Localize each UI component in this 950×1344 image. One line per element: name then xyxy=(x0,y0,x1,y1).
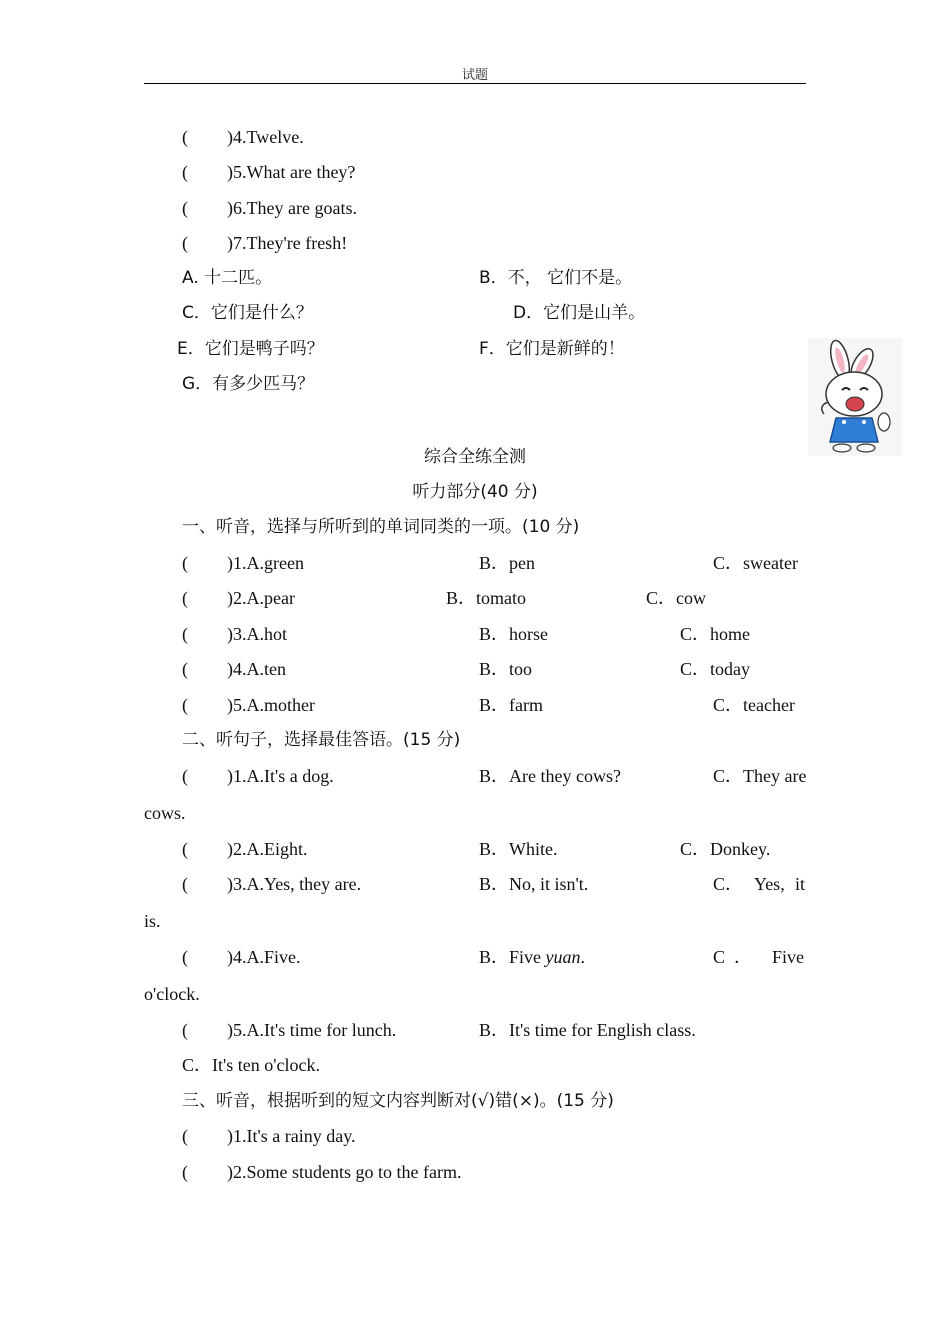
answer-blank[interactable]: ( xyxy=(182,162,188,182)
option-c-text: Yes, xyxy=(754,874,785,894)
option-b-text: B．No, it isn't. xyxy=(479,874,589,894)
answer-blank[interactable]: ( xyxy=(182,1162,188,1182)
answer-blank[interactable]: ( xyxy=(182,553,188,573)
option-b-text: B．It's time for English class. xyxy=(479,1020,696,1040)
answer-blank[interactable]: ( xyxy=(182,233,188,253)
option-c-text: C．sweater xyxy=(713,553,798,573)
option-a-text: )2.A.pear xyxy=(227,588,295,608)
rabbit-mascot-icon xyxy=(808,338,902,456)
option-c-text: C．Donkey. xyxy=(680,839,771,859)
option-d: D．它们是山羊。 xyxy=(513,303,646,323)
option-e: E．它们是鸭子吗？ xyxy=(177,339,324,359)
option-b: B．不， 它们不是。 xyxy=(479,268,633,288)
option-c-wrap: is. xyxy=(144,911,161,931)
option-f: F．它们是新鲜的！ xyxy=(479,339,625,359)
option-b-text: B．Are they cows? xyxy=(479,766,621,786)
option-a-text: )5.A.It's time for lunch. xyxy=(227,1020,397,1040)
answer-blank[interactable]: ( xyxy=(182,947,188,967)
answer-blank[interactable]: ( xyxy=(182,198,188,218)
option-a-text: )3.A.Yes, they are. xyxy=(227,874,362,894)
answer-blank[interactable]: ( xyxy=(182,1126,188,1146)
option-c-text: C．today xyxy=(680,659,750,679)
option-a-text: )1.A.green xyxy=(227,553,304,573)
question-text: )5.What are they? xyxy=(227,162,356,182)
question-text: )6.They are goats. xyxy=(227,198,357,218)
option-a: A. 十二匹。 xyxy=(182,268,273,288)
option-c-dot: ． xyxy=(734,947,752,967)
section2-title: 二、听句子，选择最佳答语。(15 分) xyxy=(182,730,461,750)
listening-section-title: 听力部分(40 分) xyxy=(412,482,538,502)
option-a-text: )1.A.It's a dog. xyxy=(227,766,334,786)
option-b-text: B．Five yuan. xyxy=(479,947,586,967)
answer-blank[interactable]: ( xyxy=(182,874,188,894)
option-b-text: B．too xyxy=(479,659,533,679)
option-c-text: C．home xyxy=(680,624,750,644)
option-c: C．它们是什么？ xyxy=(182,303,313,323)
statement-text: )2.Some students go to the farm. xyxy=(227,1162,462,1182)
test-title: 综合全练全测 xyxy=(424,447,526,467)
option-c-text-end: it xyxy=(795,874,806,894)
answer-blank[interactable]: ( xyxy=(182,588,188,608)
option-b-text: B．pen xyxy=(479,553,535,573)
option-a-text: )4.A.Five. xyxy=(227,947,301,967)
option-c-wrap: o'clock. xyxy=(144,984,200,1004)
option-c-text: C．cow xyxy=(646,588,706,608)
section1-title: 一、听音，选择与所听到的单词同类的一项。(10 分) xyxy=(182,517,580,537)
answer-blank[interactable]: ( xyxy=(182,1020,188,1040)
answer-blank[interactable]: ( xyxy=(182,624,188,644)
option-c-text: C．They are xyxy=(713,766,807,786)
option-c-text: C．It's ten o'clock. xyxy=(182,1055,320,1075)
option-c-label: C． xyxy=(713,874,744,894)
option-c-text: C．teacher xyxy=(713,695,795,715)
option-b-text: B．White. xyxy=(479,839,558,859)
option-b-text: B．farm xyxy=(479,695,543,715)
answer-blank[interactable]: ( xyxy=(182,695,188,715)
answer-blank[interactable]: ( xyxy=(182,127,188,147)
answer-blank[interactable]: ( xyxy=(182,659,188,679)
option-a-text: )5.A.mother xyxy=(227,695,315,715)
statement-text: )1.It's a rainy day. xyxy=(227,1126,356,1146)
page-header-title: 试题 xyxy=(461,67,488,82)
question-text: )4.Twelve. xyxy=(227,127,304,147)
option-a-text: )4.A.ten xyxy=(227,659,286,679)
answer-blank[interactable]: ( xyxy=(182,839,188,859)
option-a-text: )2.A.Eight. xyxy=(227,839,308,859)
answer-blank[interactable]: ( xyxy=(182,766,188,786)
option-a-text: )3.A.hot xyxy=(227,624,287,644)
section3-title: 三、听音，根据听到的短文内容判断对(√)错(×)。(15 分) xyxy=(182,1091,614,1111)
header-divider xyxy=(144,83,806,84)
option-b-text: B．horse xyxy=(479,624,548,644)
option-b-text: B．tomato xyxy=(446,588,526,608)
option-c-label: C xyxy=(713,947,726,967)
question-text: )7.They're fresh! xyxy=(227,233,348,253)
option-c-text: Five xyxy=(772,947,805,967)
option-g: G．有多少匹马？ xyxy=(182,374,315,394)
option-c-wrap: cows. xyxy=(144,803,186,823)
